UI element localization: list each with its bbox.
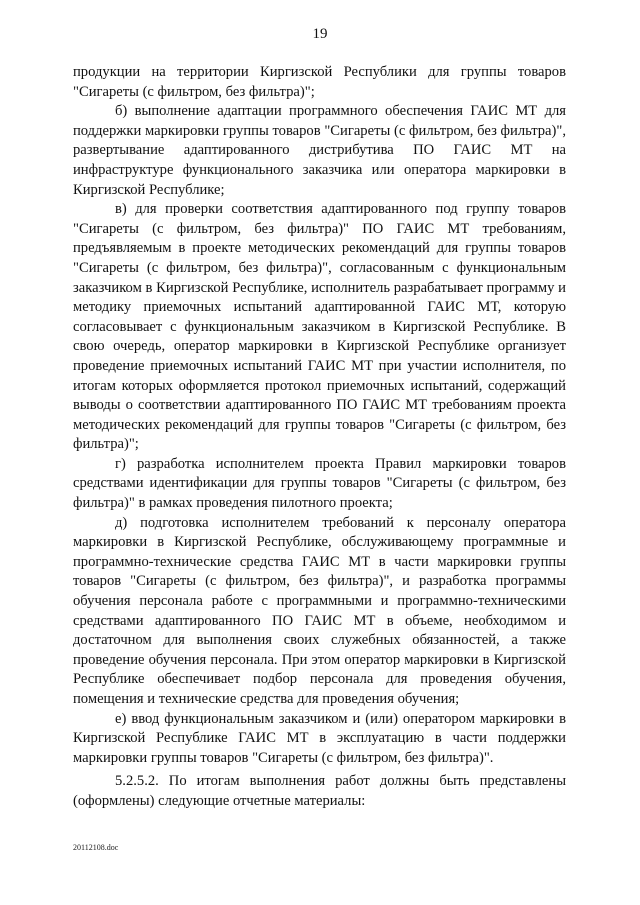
document-file-code: 20112108.doc <box>73 843 119 852</box>
paragraph-item-g: г) разработка исполнителем проекта Правил маркировки товаров средствами идентификации для группы товаров "Сигареты (с фильтром, без фильтра)" в рамках проведения пилотного проекта; <box>73 455 566 512</box>
paragraph-section-5-2-5-2: 5.2.5.2. По итогам выполнения работ должны быть представлены (оформлены) следующие отчетные материалы: <box>73 773 566 809</box>
paragraph-item-e: е) ввод функциональным заказчиком и (или) оператором маркировки в Киргизской Республике ГАИС МТ в эксплуатацию в части поддержки маркировки группы товаров "Сигареты (с фильтром, без фильтра)". <box>73 710 566 766</box>
paragraph-continuation: продукции на территории Киргизской Республики для группы товаров "Сигареты (с фильтром, без фильтра)"; <box>73 64 566 100</box>
paragraph-item-d: д) подготовка исполнителем требований к персоналу оператора маркировки в Киргизской Республике, обслуживающему программные и программно-технические средства ГАИС МТ в части маркировки группы товаров "Сигареты (с фильтром, без фильтра)", и разработка программы обучения персонала работе с программными и программно-техническими средствами адаптированного ПО ГАИС МТ в объеме, необходимом и достаточном для выполнения своих служебных обязанностей, а также проведение обучения персонала. При этом оператор маркировки в Киргизской Республике обеспечивает подбор персонала для проведения обучения, помещения и технические средства для проведения обучения; <box>73 514 566 707</box>
page-number: 19 <box>312 26 328 42</box>
paragraph-item-b: б) выполнение адаптации программного обеспечения ГАИС МТ для поддержки маркировки группы товаров "Сигареты (с фильтром, без фильтра)", развертывание адаптированного дистрибутива ПО ГАИС МТ на инфраструктуре функционального заказчика или оператора маркировки в Киргизской Республике; <box>73 103 566 198</box>
document-body <box>73 63 566 812</box>
paragraph-item-v: в) для проверки соответствия адаптированного под группу товаров "Сигареты (с фильтром, без фильтра)" ПО ГАИС МТ требованиям, предъявляемым в проекте методических рекомендаций для группы товаров "Сигареты (с фильтром, без фильтра)", согласованным с функциональным заказчиком в Киргизской Республике, исполнитель разрабатывает программу и методику приемочных испытаний адаптированной ГАИС МТ, которую согласовывает с функциональным заказчиком в Киргизской Республике. В свою очередь, оператор маркировки в Киргизской Республике организует проведение приемочных испытаний ГАИС МТ при участии исполнителя, по итогам которых оформляется протокол приемочных испытаний, содержащий выводы о соответствии адаптированного ПО ГАИС МТ требованиям проекта методических рекомендаций для группы товаров "Сигареты (с фильтром, без фильтра)"; <box>73 201 566 453</box>
